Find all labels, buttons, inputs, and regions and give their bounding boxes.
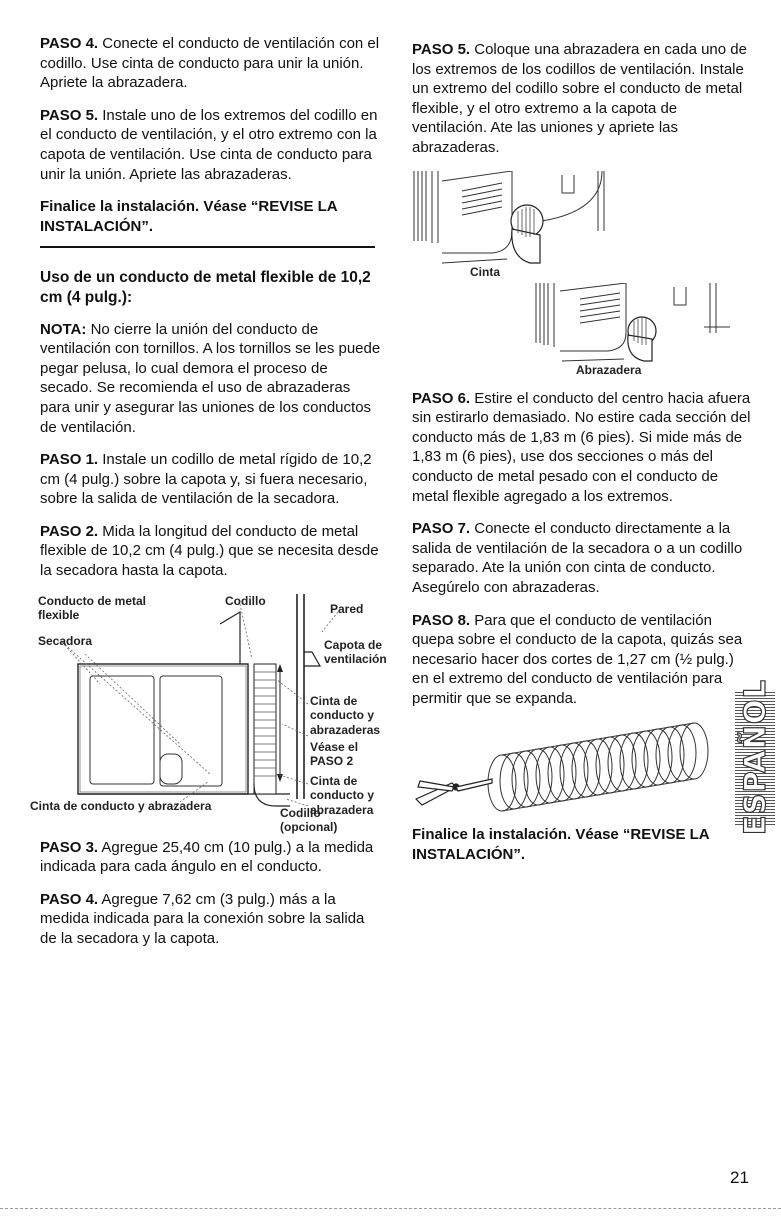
step-8 <box>412 611 752 709</box>
step-label: PASO 5. <box>40 106 99 124</box>
step-5-install <box>40 106 382 184</box>
step-text: Instale uno de los extremos del codillo en el conducto de ventilación, y el otro extremo con la capota de ventilación. Use cinta de conducto para unir la unión. Apriete las abrazaderas. <box>40 106 378 183</box>
right-column <box>412 40 752 878</box>
note-label: NOTA: <box>40 320 87 338</box>
step-text: Agregue 25,40 cm (10 pulg.) a la medida indicada para cada ángulo en el conducto. <box>40 838 374 876</box>
step-label: PASO 3. <box>40 838 99 856</box>
label-elbow: Codillo <box>225 593 266 608</box>
step-4-add <box>40 890 382 949</box>
tape-figure <box>412 171 612 283</box>
flexible-duct-figure <box>412 721 732 817</box>
flexible-duct-diagram <box>30 593 390 835</box>
label-see-step-2: Véase el PASO 2 <box>310 739 359 769</box>
step-label: PASO 4. <box>40 890 99 908</box>
note-text: No cierre la unión del conducto de ventilación con tornillos. A los tornillos se les puede pegar pelusa, lo cual demora el proceso de secado. Se recomienda el uso de abrazaderas para unir y asegurar las uniones de los conductos de ventilación. <box>40 320 381 436</box>
step-text: Instale un codillo de metal rígido de 10,2 cm (4 pulg.) sobre la capota y, si fuera necesario, sobre la salida de ventilación de la secadora. <box>40 451 372 508</box>
label-vent-hood: Capota de ventilación <box>324 637 387 667</box>
label-dryer: Secadora <box>38 633 93 648</box>
finalize-note: Finalice la instalación. Véase “REVISE LA INSTALACIÓN”. <box>412 826 710 864</box>
section-heading: Uso de un conducto de metal flexible de 10,2 cm (4 pulg.): <box>40 269 371 306</box>
step-label: PASO 4. <box>40 35 99 52</box>
page-bottom-edge <box>0 1208 781 1209</box>
tape-drawing <box>412 171 612 267</box>
finalize-note: Finalice la instalación. Véase “REVISE LA INSTALACIÓN”. <box>40 198 338 235</box>
page-number: 21 <box>730 1168 749 1187</box>
label-tape-and-clamps: Cinta de conducto y abrazaderas <box>310 693 381 737</box>
step-5-clamp <box>412 40 752 158</box>
step-label: PASO 7. <box>412 520 471 538</box>
section-divider <box>40 246 375 248</box>
step-text: Coloque una abrazadera en cada uno de los extremos de los codillos de ventilación. Instale un extremo del codillo sobre el conducto de metal flexible, y el otro extremo a la capota de ventilación. Ate las uniones y apriete las abrazaderas. <box>412 41 747 156</box>
flexible-duct-drawing <box>412 721 732 817</box>
step-1 <box>40 450 382 509</box>
step-label: PASO 2. <box>40 522 99 540</box>
step-6 <box>412 389 752 507</box>
step-text: Agregue 7,62 cm (3 pulg.) más a la medida indicada para la conexión sobre la salida de la secadora y la capota. <box>40 890 365 948</box>
language-side-tab <box>735 679 775 836</box>
note <box>40 320 382 438</box>
clamp-figure <box>534 283 734 379</box>
step-text: Conecte el conducto directamente a la salida de ventilación de la secadora o a un codillo separado. Ate la unión con cinta de conducto. Asegúrelo con abrazaderas. <box>412 520 743 596</box>
step-text: Estire el conducto del centro hacia afuera sin estirarlo demasiado. No estire cada sección del conducto más de 1,83 m (6 pies). Si mide más de 1,83 m (6 pies), use dos secciones o más del conducto de metal pesado con el conducto de metal flexible agregado a los extremos. <box>412 389 751 505</box>
label-wall: Pared <box>330 601 364 616</box>
side-tab-label: ESPAÑOL <box>738 679 772 836</box>
step-2 <box>40 522 382 581</box>
label-tape-and-clamp: Cinta de conducto y abrazadera <box>310 773 375 817</box>
step-3 <box>40 838 382 877</box>
step-label: PASO 1. <box>40 451 99 469</box>
step-label: PASO 8. <box>412 611 471 629</box>
left-column <box>30 34 387 962</box>
step-7 <box>412 519 752 597</box>
label-flexible-metal-duct: Conducto de metal flexible <box>38 593 147 623</box>
step-text: Conecte el conducto de ventilación con el codillo. Use cinta de conducto para unir la unión. Apriete la abrazadera. <box>40 35 380 92</box>
label-tape-and-clamp-bottom: Cinta de conducto y abrazadera <box>30 798 212 813</box>
step-text: Mida la longitud del conducto de metal flexible de 10,2 cm (4 pulg.) que se necesita desde la secadora hasta la capota. <box>40 522 379 580</box>
step-label: PASO 5. <box>412 41 471 58</box>
clamp-drawing <box>534 283 734 363</box>
step-text: Para que el conducto de ventilación quepa sobre el conducto de la capota, quizás sea necesario hacer dos cortes de 1,27 cm (½ pulg.) en el extremo del conducto de ventilación para permitir que se expanda. <box>412 611 743 707</box>
caption-clamp: Abrazadera <box>576 362 642 377</box>
label-optional-elbow: Codillo (opcional) <box>280 805 338 835</box>
caption-tape: Cinta <box>470 264 500 279</box>
step-label: PASO 6. <box>412 389 471 407</box>
step-4-connect <box>40 34 382 93</box>
